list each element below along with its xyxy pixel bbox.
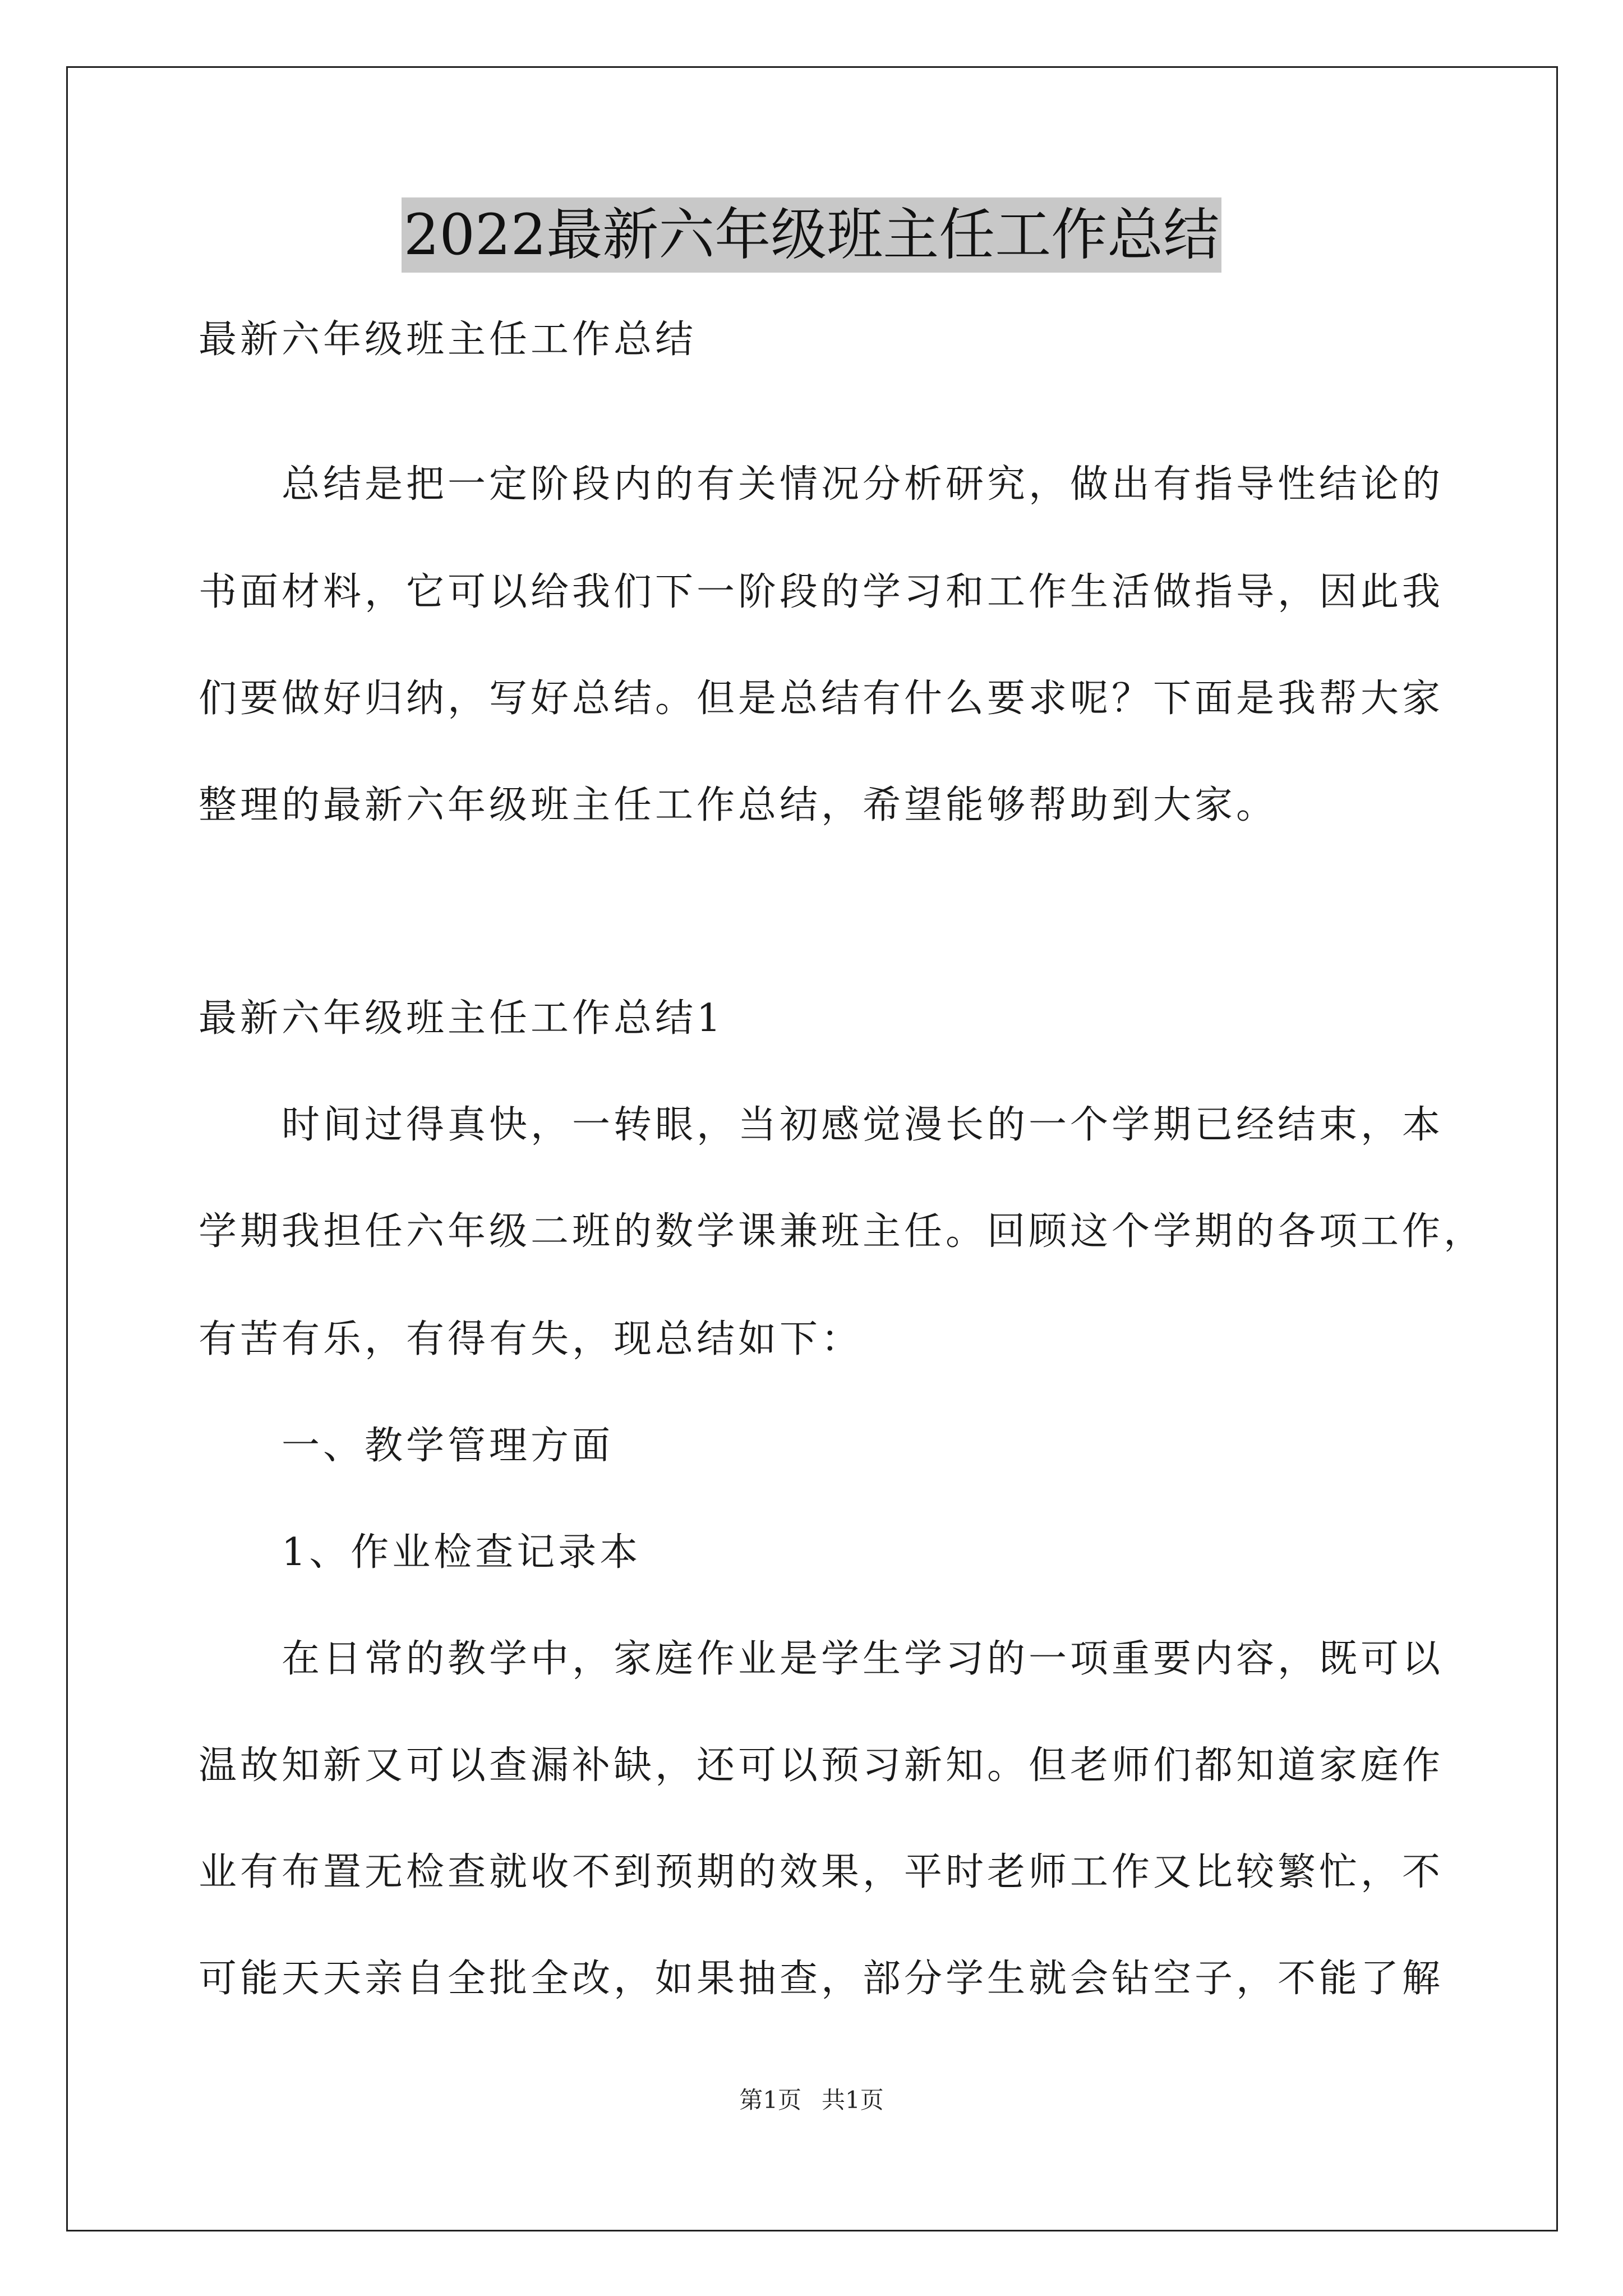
paragraph-line: 温故知新又可以查漏补缺，还可以预习新知。但老师们都知道家庭作	[199, 1743, 1444, 1788]
title-container	[0, 197, 1623, 273]
paragraph-line: 有苦有乐，有得有失，现总结如下：	[199, 1317, 863, 1361]
paragraph-line: 在日常的教学中，家庭作业是学生学习的一项重要内容，既可以	[199, 1637, 1444, 1681]
section-heading: 最新六年级班主任工作总结	[199, 318, 697, 362]
page-total: 共1页	[822, 2086, 884, 2114]
paragraph-line: 业有布置无检查就收不到预期的效果，平时老师工作又比较繁忙，不	[199, 1850, 1444, 1894]
subheading: 1、作业检查记录本	[199, 1530, 642, 1575]
section-heading: 最新六年级班主任工作总结1	[199, 996, 725, 1041]
paragraph-line: 时间过得真快，一转眼，当初感觉漫长的一个学期已经结束，本	[199, 1103, 1444, 1147]
paragraph-line: 学期我担任六年级二班的数学课兼班主任。回顾这个学期的各项工作，	[199, 1209, 1486, 1254]
paragraph-line: 可能天天亲自全批全改，如果抽查，部分学生就会钻空子，不能了解	[199, 1957, 1444, 2001]
subheading: 一、教学管理方面	[199, 1424, 614, 1468]
paragraph-line: 们要做好归纳，写好总结。但是总结有什么要求呢？下面是我帮大家	[199, 677, 1444, 721]
page-current: 第1页	[739, 2086, 801, 2114]
paragraph-line: 书面材料，它可以给我们下一阶段的学习和工作生活做指导，因此我	[199, 570, 1444, 614]
paragraph-line: 总结是把一定阶段内的有关情况分析研究，做出有指导性结论的	[199, 462, 1444, 507]
document-title: 2022最新六年级班主任工作总结	[402, 197, 1222, 273]
page-footer	[0, 2085, 1623, 2116]
paragraph-line: 整理的最新六年级班主任工作总结，希望能够帮助到大家。	[199, 783, 1278, 827]
